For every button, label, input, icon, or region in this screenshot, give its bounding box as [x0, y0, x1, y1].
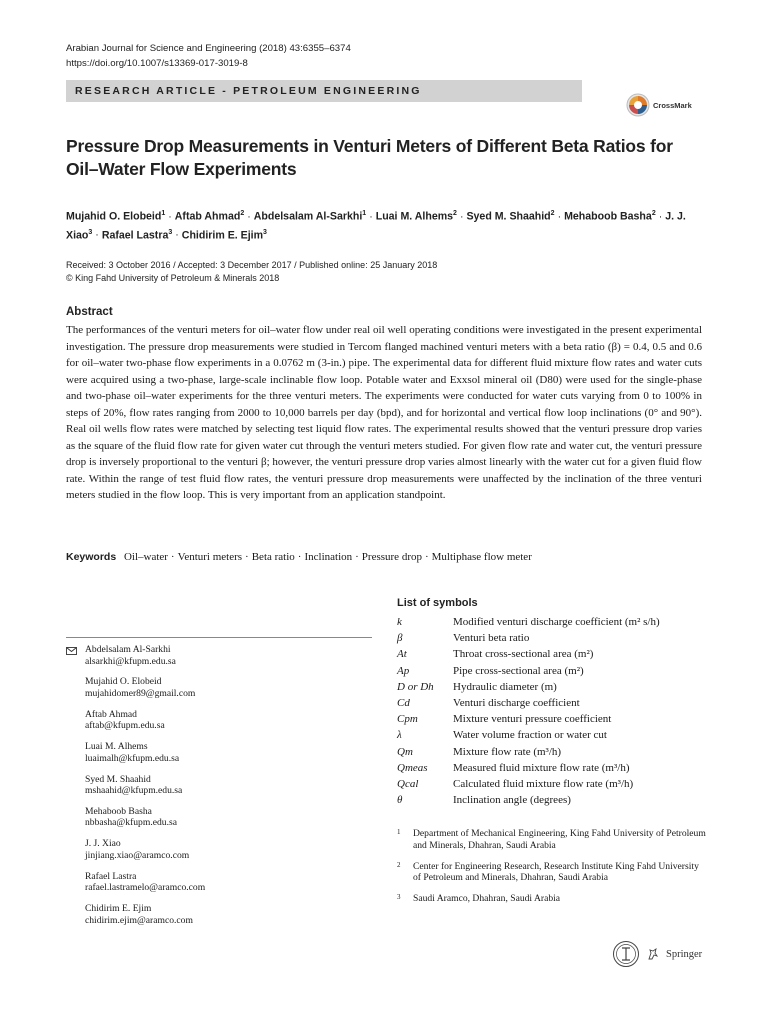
author-affil-mark: 2 [550, 210, 555, 217]
symbol-description: Pipe cross-sectional area (m²) [453, 664, 584, 677]
symbol-description: Venturi beta ratio [453, 632, 530, 645]
symbol-key: At [397, 648, 407, 661]
symbol-description: Calculated fluid mixture flow rate (m³/h) [453, 777, 634, 790]
author-name: Chidirim E. Ejim [181, 229, 264, 242]
email-address[interactable]: mshaahid@kfupm.edu.sa [85, 785, 183, 797]
author-name: Syed M. Shaahid [466, 210, 551, 223]
keyword: Venturi meters [177, 551, 243, 563]
symbol-description: Water volume fraction or water cut [453, 729, 607, 742]
symbol-key: Cd [397, 696, 410, 709]
symbol-description: Mixture venturi pressure coefficient [453, 713, 612, 726]
email-author-name: Mujahid O. Elobeid [85, 676, 162, 688]
author-affil-mark: 2 [651, 210, 656, 217]
symbol-row [397, 663, 717, 679]
keywords-items [124, 551, 532, 563]
keyword: Inclination [304, 551, 353, 563]
symbol-description: Hydraulic diameter (m) [453, 680, 557, 693]
author-emails [66, 644, 372, 936]
email-address[interactable]: chidirim.ejim@aramco.com [85, 914, 193, 926]
affiliation-number: 2 [397, 860, 401, 869]
author-separator: · [369, 210, 373, 223]
journal-seal-icon [612, 940, 640, 968]
symbol-description: Mixture flow rate (m³/h) [453, 745, 562, 758]
author-separator: · [95, 229, 99, 242]
email-address[interactable]: mujahidomer89@gmail.com [85, 687, 196, 699]
author-affil-mark: 2 [453, 210, 457, 217]
footnote-divider [66, 637, 372, 638]
keywords-label: Keywords [66, 551, 117, 563]
keyword-separator: · [355, 551, 359, 563]
symbol-key: Cpm [397, 713, 418, 726]
crossmark-label: CrossMark [653, 100, 692, 110]
publication-dates [66, 259, 437, 285]
author-affil-mark: 3 [168, 228, 173, 236]
author-affil-mark: 3 [263, 228, 267, 236]
author-affil-mark: 1 [362, 210, 367, 217]
keyword: Pressure drop [361, 551, 422, 563]
email-author-name: Luai M. Alhems [85, 741, 148, 753]
affiliation-row [397, 828, 707, 852]
author-separator: · [557, 210, 562, 223]
author-affil-mark: 1 [161, 210, 166, 217]
author-name: Abdelsalam Al-Sarkhi [253, 210, 363, 223]
symbol-row [397, 727, 717, 743]
symbols-heading: List of symbols [397, 597, 478, 609]
symbol-description: Inclination angle (degrees) [453, 794, 571, 807]
email-author-name: Aftab Ahmad [85, 708, 137, 720]
article-type-banner: RESEARCH ARTICLE - PETROLEUM ENGINEERING [66, 80, 582, 102]
author-affil-mark: 3 [88, 228, 93, 236]
symbol-row [397, 630, 717, 646]
symbol-key: Qmeas [397, 761, 428, 774]
email-entry [66, 709, 372, 732]
abstract-text: The performances of the venturi meters for oil–water flow under real oil well operating conditions were investigated in the present experimental investigation. The pressure drop measurements were studied in Tercom flanged machined venturi meters with a beta ratio (β) = 0.4, 0.5 and 0.6 for oil–water two-phase flow experiments in a 0.0762 m (3-in.) pipe. The experimental data for different fluid mixture flow rates and water cuts were acquired using a two-phase, large-scale inclinable flow loop. Potable water and Exxsol mineral oil (D80) were used for the single-phase and two-phase oil–water experiments for the three venturi meters. The experiments were conducted for water cuts varying from 0 to 100% in steps of 20%, flow rates ranging from 2000 to 10,000 barrels per day (bpd), and for horizontal and vertical flow loop inclinations (0° and 90°). Real oil wells flow rates were matched by selecting test liquid flow rates. The experimental results showed that the venturi pressure drop varies as the square of the fluid flow rate for given water cut through the venturi meters studied. For given flow rate and water cut, the venturi pressure drop is inversely proportional to the venturi β; however, the venturi pressure drop varies almost linearly with the water cut for a given fluid flow rate. Within the range of test fluid flow rates, the venturi pressure drop measurements were unaffected by the inclination of the three venturi meters studied in the flow loop. This is very important from an application standpoint. [66, 324, 702, 501]
email-entry [66, 871, 372, 894]
keyword: Oil–water [123, 551, 168, 563]
author-name: J. J. Xiao [66, 210, 686, 242]
crossmark-icon [626, 93, 650, 117]
symbol-row [397, 695, 717, 711]
email-entry [66, 741, 372, 764]
symbol-row [397, 711, 717, 727]
symbol-key: Qcal [397, 777, 419, 790]
affiliation-number: 3 [397, 893, 401, 902]
publisher-footer [612, 940, 702, 968]
email-entry [66, 838, 372, 861]
affiliation-text: Department of Mechanical Engineering, King Fahd University of Petroleum and Minerals, Dhahran, Saudi Arabia [413, 828, 706, 851]
author-separator: · [175, 229, 179, 242]
dates-line: Received: 3 October 2016 / Accepted: 3 December 2017 / Published online: 25 January 2018 [66, 260, 438, 270]
keyword-separator: · [297, 551, 302, 563]
symbol-key: Ap [397, 664, 410, 677]
symbol-row [397, 792, 717, 808]
author-name: Mehaboob Basha [564, 210, 652, 223]
keywords-line [66, 549, 532, 565]
email-entry [66, 774, 372, 797]
symbol-key: D or Dh [397, 680, 434, 693]
symbols-list [397, 614, 717, 808]
email-address[interactable]: aftab@kfupm.edu.sa [85, 720, 165, 732]
paper-title: Pressure Drop Measurements in Venturi Meters of Different Beta Ratios for Oil–Water Flow Experiments [66, 136, 673, 179]
affiliation-row [397, 861, 707, 885]
author-separator: · [658, 210, 663, 223]
symbol-row [397, 679, 717, 695]
email-entry [66, 644, 372, 667]
email-address[interactable]: alsarkhi@kfupm.edu.sa [85, 655, 176, 667]
author-list [66, 206, 686, 243]
symbol-description: Throat cross-sectional area (m²) [453, 648, 594, 661]
email-address[interactable]: jinjiang.xiao@aramco.com [85, 849, 190, 861]
symbol-key: θ [397, 794, 403, 807]
doi-link[interactable]: https://doi.org/10.1007/s13369-017-3019-8 [66, 58, 248, 69]
affiliations-list [397, 828, 707, 914]
keyword-separator: · [170, 551, 175, 563]
email-author-name: Abdelsalam Al-Sarkhi [85, 644, 171, 655]
symbol-row [397, 646, 717, 662]
email-author-name: Mehaboob Basha [85, 805, 152, 817]
springer-label: Springer [666, 948, 703, 960]
journal-citation: Arabian Journal for Science and Engineering (2018) 43:6355–6374 [66, 43, 351, 54]
email-author-name: Syed M. Shaahid [85, 773, 151, 785]
email-author-name: J. J. Xiao [85, 838, 121, 850]
author-separator: · [168, 210, 172, 223]
symbol-description: Modified venturi discharge coefficient (m² s/h) [453, 616, 660, 628]
symbol-row [397, 776, 717, 792]
springer-horse-icon [646, 947, 660, 961]
affiliation-text: Saudi Aramco, Dhahran, Saudi Arabia [413, 893, 561, 905]
email-entry [66, 676, 372, 699]
envelope-icon [66, 647, 77, 655]
keyword-separator: · [424, 551, 429, 563]
symbol-key: β [397, 632, 403, 645]
email-author-name: Chidirim E. Ejim [85, 903, 152, 915]
symbol-key: Qm [397, 745, 413, 758]
affiliation-text: Center for Engineering Research, Research Institute King Fahd University of Petroleum and Minerals, Dhahran, Saudi Arabia [413, 860, 699, 884]
keyword: Multiphase flow meter [431, 551, 532, 563]
symbol-description: Venturi discharge coefficient [453, 696, 580, 709]
email-entry [66, 903, 372, 926]
symbol-row [397, 760, 717, 776]
copyright-line: © King Fahd University of Petroleum & Minerals 2018 [66, 273, 280, 283]
affiliation-row [397, 893, 707, 905]
email-address[interactable]: rafael.lastramelo@aramco.com [85, 882, 206, 894]
author-separator: · [247, 210, 251, 223]
symbol-row [397, 614, 717, 630]
email-address[interactable]: luaimalh@kfupm.edu.sa [85, 752, 180, 764]
author-affil-mark: 2 [240, 210, 245, 217]
email-address[interactable]: nbbasha@kfupm.edu.sa [85, 817, 177, 829]
crossmark-badge[interactable] [626, 93, 692, 117]
email-author-name: Rafael Lastra [85, 870, 137, 882]
author-name: Luai M. Alhems [375, 210, 454, 223]
symbol-description: Measured fluid mixture flow rate (m³/h) [453, 761, 630, 774]
affiliation-number: 1 [397, 828, 401, 836]
abstract-heading: Abstract [66, 306, 113, 318]
symbol-key: k [397, 616, 402, 628]
symbol-key: λ [397, 729, 402, 742]
author-name: Mujahid O. Elobeid [66, 210, 162, 223]
email-entry [66, 806, 372, 829]
author-separator: · [459, 210, 464, 223]
symbol-row [397, 744, 717, 760]
keyword-separator: · [245, 551, 249, 563]
author-name: Rafael Lastra [101, 229, 169, 242]
author-name: Aftab Ahmad [174, 210, 241, 223]
keyword: Beta ratio [251, 551, 295, 563]
journal-info [66, 41, 351, 71]
